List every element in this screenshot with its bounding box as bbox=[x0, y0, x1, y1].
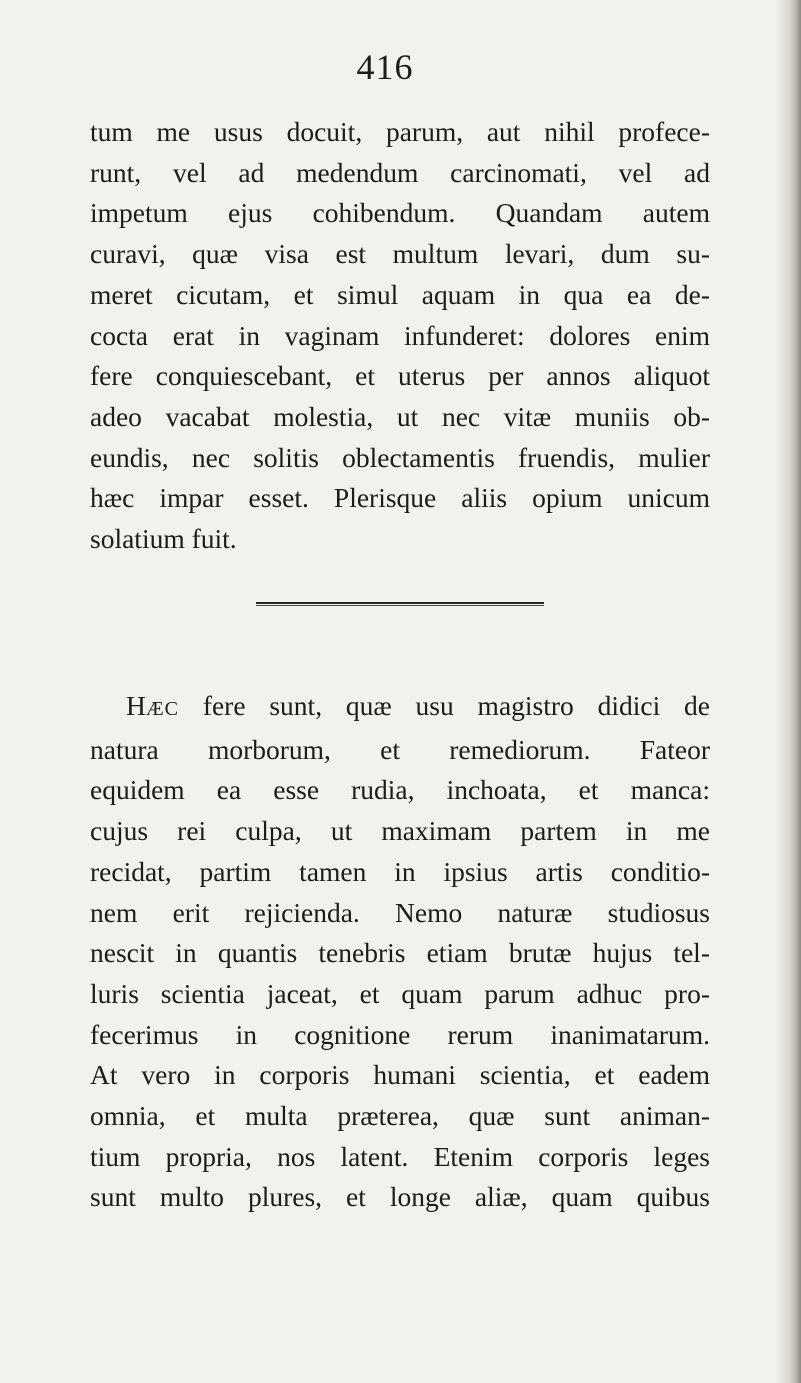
text-line: runt, vel ad medendum carcinomati, vel ad bbox=[90, 156, 710, 188]
text-line: cocta erat in vaginam infunderet: dolores enim bbox=[90, 319, 710, 351]
opening-word-smallcaps: ÆC bbox=[145, 698, 179, 720]
text-line-first bbox=[90, 686, 710, 730]
page-number: 416 bbox=[356, 47, 414, 87]
text-line: recidat, partim tamen in ipsius artis conditio- bbox=[90, 855, 710, 887]
text-line: hæc impar esset. Plerisque aliis opium unicum bbox=[90, 482, 710, 514]
paragraph-2 bbox=[90, 686, 710, 1218]
text-line: meret cicutam, et simul aquam in qua ea de- bbox=[90, 278, 710, 310]
text-line: fere conquiescebant, et uterus per annos aliquot bbox=[90, 360, 710, 392]
text-line: At vero in corporis humani scientia, et eadem bbox=[90, 1059, 710, 1091]
text-line: nem erit rejicienda. Nemo naturæ studiosus bbox=[90, 896, 710, 928]
section-divider bbox=[256, 602, 544, 607]
text-line: tium propria, nos latent. Etenim corporis leges bbox=[90, 1140, 710, 1172]
text-line: nescit in quantis tenebris etiam brutæ hujus tel- bbox=[90, 937, 710, 969]
text-line: adeo vacabat molestia, ut nec vitæ muniis ob- bbox=[90, 400, 710, 432]
text-line: luris scientia jaceat, et quam parum adhuc pro- bbox=[90, 977, 710, 1009]
text-line: sunt multo plures, et longe aliæ, quam quibus bbox=[90, 1181, 710, 1213]
text-line: eundis, nec solitis oblectamentis fruendis, mulier bbox=[90, 441, 710, 473]
text-line: solatium fuit. bbox=[90, 523, 237, 555]
text-line: cujus rei culpa, ut maximam partem in me bbox=[90, 815, 710, 847]
text-line: fecerimus in cognitione rerum inanimatarum. bbox=[90, 1018, 710, 1050]
opening-word-initial: H bbox=[126, 690, 146, 721]
text-line: tum me usus docuit, parum, aut nihil profece- bbox=[90, 116, 710, 147]
page-edge-shadow bbox=[775, 0, 801, 1383]
text-line: omnia, et multa præterea, quæ sunt animan- bbox=[90, 1100, 710, 1132]
text-line: equidem ea esse rudia, inchoata, et manca: bbox=[90, 774, 710, 806]
paragraph-1 bbox=[90, 112, 710, 560]
text-line: impetum ejus cohibendum. Quandam autem bbox=[90, 197, 710, 229]
text-line: natura morborum, et remediorum. Fateor bbox=[90, 733, 710, 765]
divider-thick-rule bbox=[256, 602, 544, 604]
first-line-text: fere sunt, quæ usu magistro didici de bbox=[179, 690, 710, 721]
divider-thin-rule bbox=[256, 605, 544, 606]
text-line: curavi, quæ visa est multum levari, dum su- bbox=[90, 238, 710, 270]
